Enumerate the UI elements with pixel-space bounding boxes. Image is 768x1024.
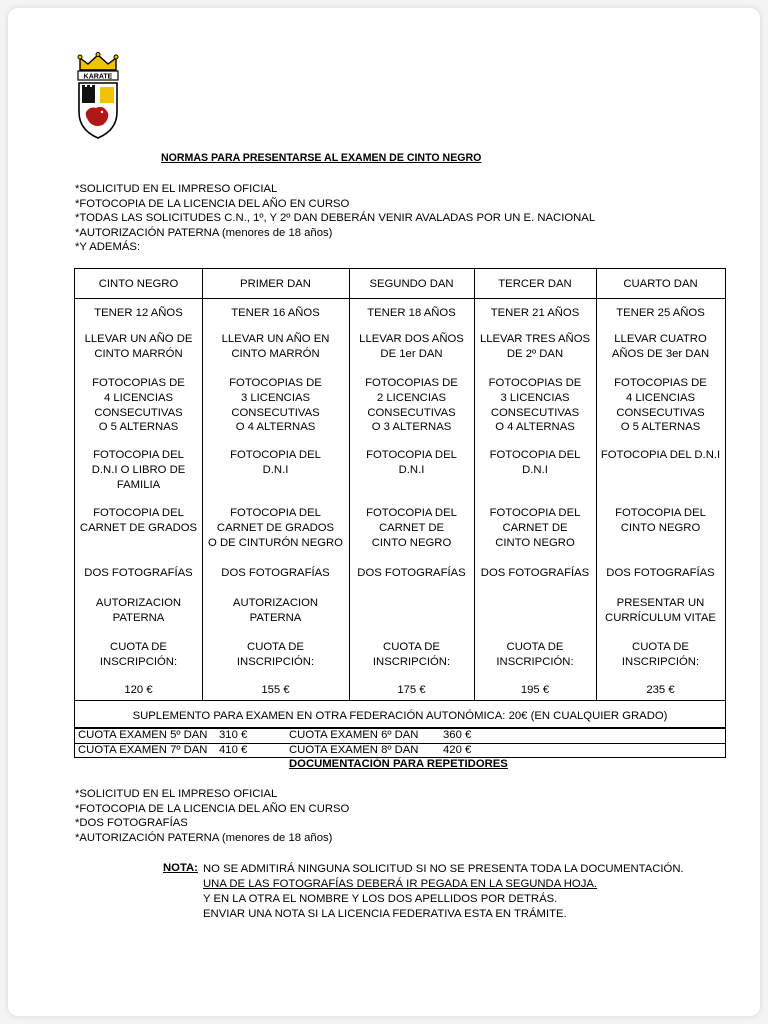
repeater-item: *DOS FOTOGRAFÍAS <box>75 817 188 830</box>
fee-label: CUOTA EXAMEN 8º DAN <box>289 744 419 756</box>
table-cell: FOTOCOPIA DEL CARNET DE CINTO NEGRO <box>366 507 457 549</box>
table-cell: 235 € <box>646 684 675 696</box>
table-cell: CUOTA DE INSCRIPCIÓN: <box>236 641 315 668</box>
page-title: NORMAS PARA PRESENTARSE AL EXAMEN DE CINTO NEGRO <box>161 152 482 164</box>
table-cell: TENER 16 AÑOS <box>231 307 320 319</box>
karate-crest-logo <box>76 52 120 140</box>
table-cell: CUOTA DE INSCRIPCIÓN: <box>372 641 451 668</box>
requirement-item: *TODAS LAS SOLICITUDES C.N., 1º, Y 2º DAN DEBERÁN VENIR AVALADAS POR UN E. NACIONAL <box>75 212 596 225</box>
column-header: CINTO NEGRO <box>98 278 179 290</box>
requirement-item: *Y ADEMÁS: <box>75 241 141 254</box>
fee-amount: 410 € <box>219 744 248 756</box>
table-cell: LLEVAR CUATRO AÑOS DE 3er DAN <box>611 333 710 360</box>
table-cell: 195 € <box>520 684 550 696</box>
requirements-list <box>75 182 595 255</box>
table-cell: DOS FOTOGRAFÍAS <box>357 567 466 579</box>
table-cell: FOTOCOPIAS DE 3 LICENCIAS CONSECUTIVAS O 4 ALTERNAS <box>488 377 582 434</box>
table-cell: DOS FOTOGRAFÍAS <box>480 567 590 579</box>
logo-text: KARATE <box>83 73 113 81</box>
requirement-item: *SOLICITUD EN EL IMPRESO OFICIAL <box>75 183 278 195</box>
table-cell: 155 € <box>261 684 290 696</box>
table-cell: 175 € <box>397 684 426 696</box>
table-cell: DOS FOTOGRAFÍAS <box>221 567 330 579</box>
table-cell: FOTOCOPIA DEL D.N.I <box>489 449 581 476</box>
fee-label: CUOTA EXAMEN 6º DAN <box>289 729 419 741</box>
fee-label: CUOTA EXAMEN 7º DAN <box>78 744 208 756</box>
table-cell: FOTOCOPIA DEL D.N.I <box>366 449 457 476</box>
note-text <box>203 862 684 922</box>
table-cell: CUOTA DE INSCRIPCIÓN: <box>621 641 700 668</box>
table-cell: FOTOCOPIA DEL D.N.I <box>230 449 321 476</box>
table-cell: FOTOCOPIAS DE 4 LICENCIAS CONSECUTIVAS O 5 ALTERNAS <box>92 377 185 434</box>
fee-amount: 420 € <box>443 744 472 756</box>
column-header: PRIMER DAN <box>240 278 311 290</box>
table-cell: FOTOCOPIA DEL CARNET DE GRADOS O DE CINTURÓN NEGRO <box>208 507 343 549</box>
table-cell: FOTOCOPIA DEL D.N.I O LIBRO DE FAMILIA <box>91 449 186 491</box>
column-header: TERCER DAN <box>498 278 572 290</box>
table-cell: TENER 12 AÑOS <box>94 307 183 319</box>
fees-table <box>74 728 726 758</box>
requirement-item: *FOTOCOPIA DE LA LICENCIA DEL AÑO EN CURSO <box>75 197 350 210</box>
document-page <box>8 8 760 1016</box>
table-cell: LLEVAR DOS AÑOS DE 1er DAN <box>359 333 464 360</box>
note-line: UNA DE LAS FOTOGRAFÍAS DEBERÁ IR PEGADA EN LA SEGUNDA HOJA. <box>203 878 598 890</box>
table-cell: FOTOCOPIAS DE 4 LICENCIAS CONSECUTIVAS O 5 ALTERNAS <box>614 377 707 434</box>
repeater-item: *AUTORIZACIÓN PATERNA (menores de 18 años) <box>75 831 333 844</box>
fee-label: CUOTA EXAMEN 5º DAN <box>78 729 208 741</box>
table-cell: PRESENTAR UN CURRÍCULUM VITAE <box>605 597 716 624</box>
fee-amount: 360 € <box>443 729 472 741</box>
repeaters-list <box>75 787 349 845</box>
fee-amount: 310 € <box>219 729 248 741</box>
note-label: NOTA: <box>163 862 198 874</box>
table-cell: LLEVAR UN AÑO EN CINTO MARRÓN <box>221 333 330 360</box>
table-cell: DOS FOTOGRAFÍAS <box>606 567 715 579</box>
note-line: NO SE ADMITIRÁ NINGUNA SOLICITUD SI NO SE PRESENTA TODA LA DOCUMENTACIÓN. <box>203 863 684 875</box>
table-cell: TENER 25 AÑOS <box>616 307 705 319</box>
requirements-table <box>74 268 726 701</box>
table-cell: DOS FOTOGRAFÍAS <box>84 567 193 579</box>
repeater-item: *SOLICITUD EN EL IMPRESO OFICIAL <box>75 788 278 800</box>
table-cell: 120 € <box>124 684 153 696</box>
column-header: CUARTO DAN <box>623 278 698 290</box>
table-cell: LLEVAR UN AÑO DE CINTO MARRÓN <box>84 333 193 360</box>
table-cell: TENER 18 AÑOS <box>367 307 456 319</box>
column-header: SEGUNDO DAN <box>369 278 454 290</box>
table-cell: FOTOCOPIAS DE 2 LICENCIAS CONSECUTIVAS O 3 ALTERNAS <box>365 377 458 434</box>
note-line: Y EN LA OTRA EL NOMBRE Y LOS DOS APELLIDOS POR DETRÁS. <box>203 893 558 905</box>
table-cell: CUOTA DE INSCRIPCIÓN: <box>496 641 574 668</box>
supplement-row: SUPLEMENTO PARA EXAMEN EN OTRA FEDERACIÓN AUTONÓMICA: 20€ (EN CUALQUIER GRADO) <box>74 700 726 728</box>
table-cell: CUOTA DE INSCRIPCIÓN: <box>99 641 178 668</box>
table-cell: FOTOCOPIA DEL D.N.I <box>600 449 721 461</box>
table-cell: FOTOCOPIA DEL CINTO NEGRO <box>615 507 706 534</box>
requirement-item: *AUTORIZACIÓN PATERNA (menores de 18 años) <box>75 226 333 239</box>
note-line: ENVIAR UNA NOTA SI LA LICENCIA FEDERATIVA ESTA EN TRÁMITE. <box>203 908 567 920</box>
table-cell: FOTOCOPIA DEL CARNET DE GRADOS <box>79 507 198 534</box>
repeater-item: *FOTOCOPIA DE LA LICENCIA DEL AÑO EN CURSO <box>75 802 350 815</box>
table-cell: TENER 21 AÑOS <box>490 307 580 319</box>
table-cell: AUTORIZACION PATERNA <box>95 597 182 624</box>
table-cell: FOTOCOPIA DEL CARNET DE CINTO NEGRO <box>489 507 581 549</box>
repeaters-title: DOCUMENTACIÓN PARA REPETIDORES <box>289 758 508 770</box>
table-cell: FOTOCOPIAS DE 3 LICENCIAS CONSECUTIVAS O 4 ALTERNAS <box>229 377 322 434</box>
table-cell: LLEVAR TRES AÑOS DE 2º DAN <box>479 333 591 360</box>
table-cell: AUTORIZACION PATERNA <box>232 597 319 624</box>
